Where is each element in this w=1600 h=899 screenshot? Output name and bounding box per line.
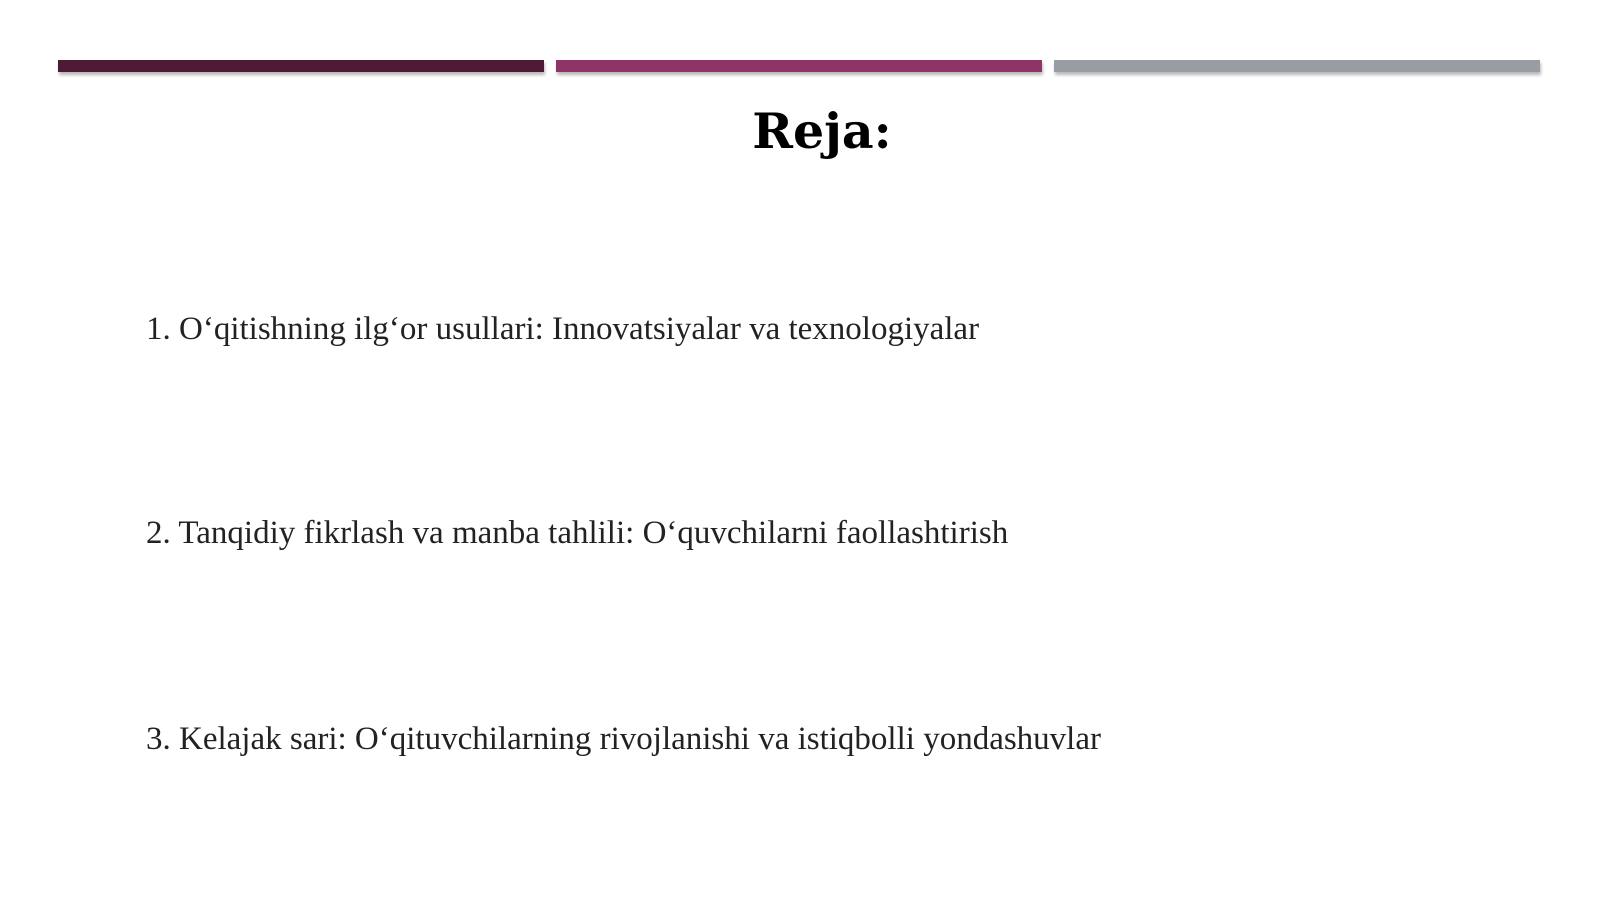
slide-title: Reja: bbox=[752, 102, 892, 160]
accent-bars bbox=[58, 60, 1542, 74]
plan-item-3: 3. Kelajak sari: O‘qituvchilarning rivojlanishi va istiqbolli yondashuvlar bbox=[146, 721, 1101, 757]
plan-item-1: 1. O‘qitishning ilg‘or usullari: Innovatsiyalar va texnologiyalar bbox=[146, 311, 980, 347]
accent-bar-1 bbox=[58, 60, 544, 72]
accent-bar-3 bbox=[1054, 60, 1540, 72]
accent-bar-2 bbox=[556, 60, 1042, 72]
plan-item-2: 2. Tanqidiy fikrlash va manba tahlili: O‘quvchilarni faollashtirish bbox=[146, 515, 1009, 551]
